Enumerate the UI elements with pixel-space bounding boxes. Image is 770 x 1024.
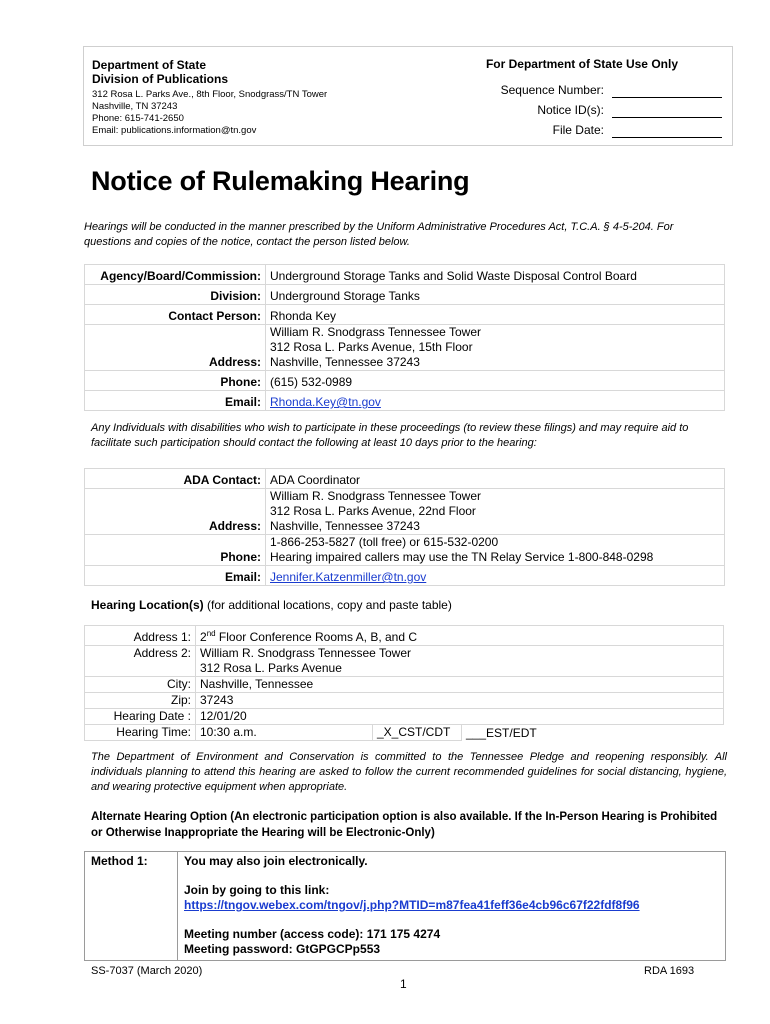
contact-person-label: Contact Person: [85, 305, 266, 325]
address-line: William R. Snodgrass Tennessee Tower [270, 325, 481, 339]
table-row [85, 626, 724, 646]
office-use-block [472, 57, 722, 143]
method-details [178, 852, 726, 961]
phone-label: Phone: [85, 371, 266, 391]
file-date-field[interactable] [472, 123, 722, 143]
table-row [85, 265, 725, 285]
notice-id-line[interactable] [612, 117, 722, 118]
rda-number: RDA 1693 [644, 965, 695, 977]
ada-contact-label: ADA Contact: [85, 469, 266, 489]
phone-line: 1-866-253-5827 (toll free) or 615-532-0200 [270, 535, 499, 549]
ada-note: Any Individuals with disabilities who wish to participate in these proceedings (to review these filings) and may require aid to facilitate such participation should contact the following at least 10 days prior to the hearing: [91, 422, 689, 449]
email-cell [266, 391, 725, 411]
table-row [85, 725, 724, 741]
dept-address: 312 Rosa L. Parks Ave., 8th Floor, Snodgrass/TN Tower [92, 89, 328, 100]
table-row [85, 325, 725, 371]
method-link-intro: Join by going to this link: [184, 883, 330, 897]
table-row [85, 693, 724, 709]
table-row [85, 391, 725, 411]
ada-address-value [266, 489, 725, 535]
table-row [85, 646, 724, 677]
hearing-time-value: 10:30 a.m. [196, 725, 373, 741]
address-line: 312 Rosa L. Parks Avenue, 15th Floor [270, 340, 473, 354]
table-row [85, 535, 725, 566]
hearing-date-label: Hearing Date : [85, 709, 196, 725]
meeting-number: Meeting number (access code): 171 175 4274 [184, 927, 441, 941]
agency-label: Agency/Board/Commission: [85, 265, 266, 285]
address-line: 312 Rosa L. Parks Avenue [200, 661, 342, 675]
division-value: Underground Storage Tanks [266, 285, 725, 305]
address-line: William R. Snodgrass Tennessee Tower [200, 646, 411, 660]
sequence-number-line[interactable] [612, 97, 722, 98]
page-number: 1 [400, 977, 407, 991]
method-join-text: You may also join electronically. [184, 854, 368, 868]
table-row [85, 566, 725, 586]
address1-number: 2 [200, 630, 207, 644]
ada-email-label: Email: [85, 566, 266, 586]
hearing-location-heading [91, 598, 452, 612]
office-use-title: For Department of State Use Only [485, 57, 678, 71]
file-date-label: File Date: [552, 123, 604, 137]
agency-table [84, 264, 725, 411]
sequence-number-field[interactable] [472, 83, 722, 103]
form-number: SS-7037 (March 2020) [91, 965, 203, 977]
zip-value: 37243 [196, 693, 724, 709]
ada-email-link[interactable]: Jennifer.Katzenmiller@tn.gov [270, 570, 427, 584]
ada-contact-value: ADA Coordinator [266, 469, 725, 489]
address1-value [196, 626, 724, 646]
table-row [85, 469, 725, 489]
email-label: Email: [85, 391, 266, 411]
phone-value: (615) 532-0989 [266, 371, 725, 391]
address2-value [196, 646, 724, 677]
meeting-password: Meeting password: GtGPGCPp553 [184, 942, 381, 956]
contact-person-value: Rhonda Key [266, 305, 725, 325]
ada-phone-value [266, 535, 725, 566]
address2-label: Address 2: [85, 646, 196, 677]
cst-option[interactable]: _X_CST/CDT [373, 725, 462, 741]
address1-suffix: nd [206, 629, 216, 638]
ada-address-label: Address: [85, 489, 266, 535]
webex-link[interactable]: https://tngov.webex.com/tngov/j.php?MTID=m87fea41feff36e4cb96c67f22fdf8f96 [184, 898, 640, 912]
hearing-location-note: (for additional locations, copy and paste table) [203, 598, 452, 612]
page-title: Notice of Rulemaking Hearing [91, 166, 470, 196]
hearing-location-table [84, 625, 724, 741]
file-date-line[interactable] [612, 137, 722, 138]
hearing-date-value: 12/01/20 [196, 709, 724, 725]
address-line: Nashville, Tennessee 37243 [270, 355, 420, 369]
address-line: Nashville, Tennessee 37243 [270, 519, 420, 533]
division-name: Division of Publications [92, 72, 229, 86]
ada-phone-label: Phone: [85, 535, 266, 566]
table-row [85, 709, 724, 725]
ada-email-cell [266, 566, 725, 586]
alternate-hearing-option: Alternate Hearing Option (An electronic participation option is also available. If the In-Person Hearing is Prohibited or Otherwise Inappropriate the Hearing will be Electronic-Only) [91, 811, 718, 839]
covid-pledge-note: The Department of Environment and Conservation is committed to the Tennessee Pledge and reopening responsibly. All individuals planning to attend this hearing are asked to follow the current recommended guidelines for social distancing, hygiene, and wearing protective equipment when appropriate. [91, 751, 727, 793]
dept-name: Department of State [92, 58, 207, 72]
notice-id-field[interactable] [472, 103, 722, 123]
contact-email-link[interactable]: Rhonda.Key@tn.gov [270, 395, 381, 409]
agency-value: Underground Storage Tanks and Solid Waste Disposal Control Board [266, 265, 725, 285]
phone-line: Hearing impaired callers may use the TN Relay Service 1-800-848-0298 [270, 550, 654, 564]
dept-phone: Phone: 615-741-2650 [92, 113, 184, 124]
city-value: Nashville, Tennessee [196, 677, 724, 693]
est-option[interactable]: ___EST/EDT [462, 725, 724, 741]
address-line: 312 Rosa L. Parks Avenue, 22nd Floor [270, 504, 476, 518]
notice-id-label: Notice ID(s): [537, 103, 604, 117]
ada-table [84, 468, 725, 586]
table-row [85, 677, 724, 693]
city-label: City: [85, 677, 196, 693]
address1-text: Floor Conference Rooms A, B, and C [215, 630, 418, 644]
zip-label: Zip: [85, 693, 196, 709]
table-row [85, 285, 725, 305]
address-line: William R. Snodgrass Tennessee Tower [270, 489, 481, 503]
intro-text: Hearings will be conducted in the manner prescribed by the Uniform Administrative Procedures Act, T.C.A. § 4-5-204. For questions and copies of the notice, contact the person listed below. [84, 221, 674, 248]
method-label: Method 1: [85, 852, 178, 961]
table-row [85, 489, 725, 535]
publisher-block [92, 58, 327, 137]
sequence-number-label: Sequence Number: [500, 83, 604, 97]
table-row [85, 305, 725, 325]
dept-city: Nashville, TN 37243 [92, 101, 178, 112]
hearing-time-label: Hearing Time: [85, 725, 196, 741]
header-box [83, 46, 733, 146]
hearing-location-label: Hearing Location(s) [91, 598, 204, 612]
dept-email: Email: publications.information@tn.gov [92, 125, 257, 136]
method-table [84, 851, 726, 961]
address-value [266, 325, 725, 371]
address-label: Address: [85, 325, 266, 371]
table-row [85, 371, 725, 391]
table-row [85, 852, 726, 961]
address1-label: Address 1: [85, 626, 196, 646]
division-label: Division: [85, 285, 266, 305]
